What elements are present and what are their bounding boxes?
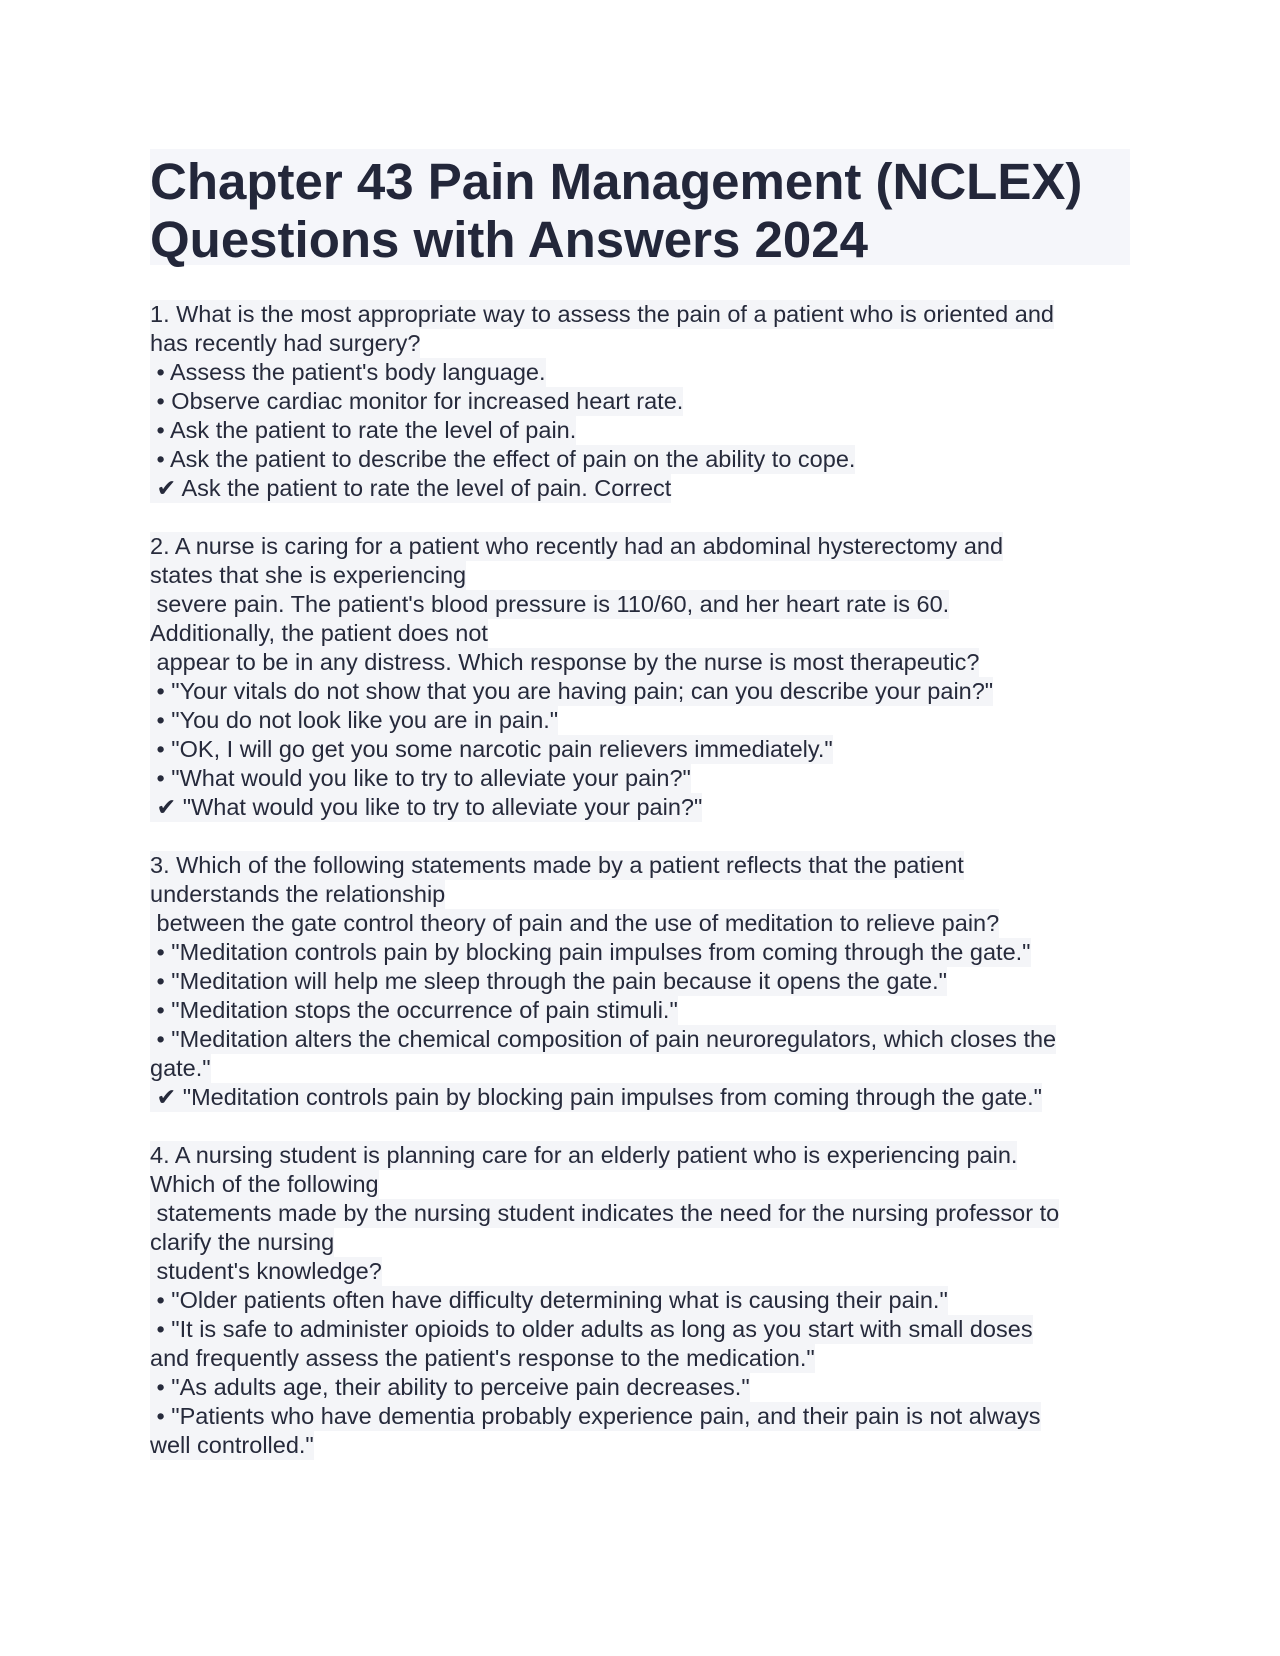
question-4: [150, 1141, 1130, 1460]
question-text-line: understands the relationship: [150, 881, 446, 907]
answer-option: • Ask the patient to describe the effect of pain on the ability to cope.: [150, 446, 856, 472]
answer-option: • Observe cardiac monitor for increased heart rate.: [150, 388, 684, 414]
question-list: [150, 300, 1130, 1460]
question-text-line: gate.": [150, 1055, 211, 1081]
question-text-line: 1. What is the most appropriate way to assess the pain of a patient who is oriented and: [150, 301, 1054, 327]
answer-option: • "Meditation controls pain by blocking pain impulses from coming through the gate.": [150, 939, 1031, 965]
answer-option: • "Patients who have dementia probably experience pain, and their pain is not always: [150, 1403, 1041, 1429]
question-text-line: Which of the following: [150, 1171, 379, 1197]
title-line-1: Chapter 43 Pain Management (NCLEX): [150, 153, 1083, 210]
answer-option: • "Older patients often have difficulty determining what is causing their pain.": [150, 1287, 948, 1313]
question-text-line: statements made by the nursing student indicates the need for the nursing professor to: [150, 1200, 1060, 1226]
document-title: [150, 149, 1130, 268]
question-text-line: 4. A nursing student is planning care for an elderly patient who is experiencing pain.: [150, 1142, 1018, 1168]
question-text-line: has recently had surgery?: [150, 330, 421, 356]
answer-option: • "Meditation will help me sleep through the pain because it opens the gate.": [150, 968, 947, 994]
question-text-line: severe pain. The patient's blood pressure is 110/60, and her heart rate is 60.: [150, 591, 950, 617]
question-text-line: 2. A nurse is caring for a patient who recently had an abdominal hysterectomy and: [150, 533, 1004, 559]
answer-option: • "Meditation alters the chemical composition of pain neuroregulators, which closes the: [150, 1026, 1057, 1052]
question-3: [150, 851, 1130, 1112]
question-2: [150, 532, 1130, 822]
correct-answer: ✔ "Meditation controls pain by blocking pain impulses from coming through the gate.": [150, 1084, 1042, 1110]
correct-answer: ✔ Ask the patient to rate the level of pain. Correct: [150, 475, 672, 501]
correct-answer: ✔ "What would you like to try to alleviate your pain?": [150, 794, 703, 820]
question-text-line: 3. Which of the following statements made by a patient reflects that the patient: [150, 852, 964, 878]
answer-option: • "Your vitals do not show that you are having pain; can you describe your pain?": [150, 678, 994, 704]
document-page: [150, 149, 1130, 1489]
question-text-line: and frequently assess the patient's response to the medication.": [150, 1345, 815, 1371]
answer-option: • Ask the patient to rate the level of pain.: [150, 417, 577, 443]
question-1: [150, 300, 1130, 503]
question-text-line: Additionally, the patient does not: [150, 620, 488, 646]
answer-option: • "You do not look like you are in pain.": [150, 707, 559, 733]
answer-option: • "As adults age, their ability to perceive pain decreases.": [150, 1374, 750, 1400]
question-text-line: states that she is experiencing: [150, 562, 467, 588]
question-text-line: well controlled.": [150, 1432, 314, 1458]
answer-option: • "It is safe to administer opioids to older adults as long as you start with small doses: [150, 1316, 1033, 1342]
question-text-line: appear to be in any distress. Which response by the nurse is most therapeutic?: [150, 649, 980, 675]
answer-option: • Assess the patient's body language.: [150, 359, 546, 385]
answer-option: • "What would you like to try to alleviate your pain?": [150, 765, 691, 791]
question-text-line: student's knowledge?: [150, 1258, 382, 1284]
question-text-line: clarify the nursing: [150, 1229, 335, 1255]
answer-option: • "OK, I will go get you some narcotic pain relievers immediately.": [150, 736, 833, 762]
question-text-line: between the gate control theory of pain and the use of meditation to relieve pain?: [150, 910, 1000, 936]
answer-option: • "Meditation stops the occurrence of pain stimuli.": [150, 997, 678, 1023]
title-line-2: Questions with Answers 2024: [150, 211, 869, 268]
